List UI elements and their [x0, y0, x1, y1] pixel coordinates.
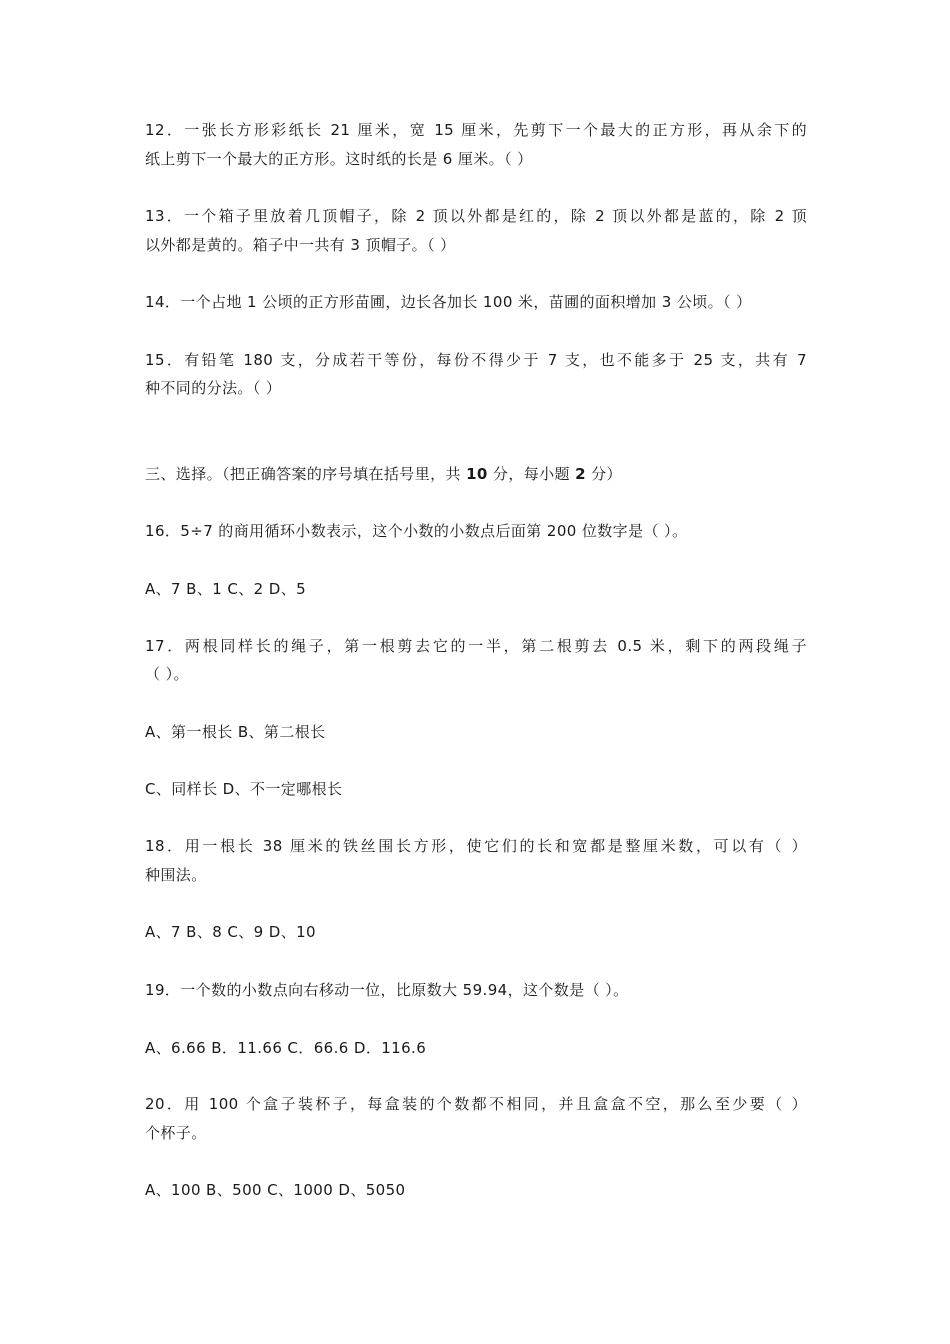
section-3-heading [145, 464, 622, 484]
question-12-line-2: 纸上剪下一个最大的正方形。这时纸的长是 6 厘米。（ ） [145, 150, 533, 168]
question-13-line-1: 13．一个箱子里放着几顶帽子，除 2 顶以外都是红的，除 2 顶以外都是蓝的，除 2 顶 [145, 207, 807, 225]
question-15-line-1: 15．有铅笔 180 支，分成若干等份，每份不得少于 7 支，也不能多于 25 支，共有 7 [145, 351, 807, 369]
question-12-line-1: 12．一张长方形彩纸长 21 厘米，宽 15 厘米，先剪下一个最大的正方形，再从余下的 [145, 121, 807, 139]
question-18-line-2: 种围法。 [145, 866, 207, 884]
question-13-line-2: 以外都是黄的。箱子中一共有 3 顶帽子。（ ） [145, 236, 456, 254]
question-17-options-2: C、同样长 D、不一定哪根长 [145, 780, 343, 798]
section-3-middle: 分，每小题 [487, 465, 576, 483]
question-16-line-1: 16．5÷7 的商用循环小数表示，这个小数的小数点后面第 200 位数字是（ ）。 [145, 522, 688, 540]
question-18-options: A、7 B、8 C、9 D、10 [145, 923, 316, 941]
question-14-line-1: 14．一个占地 1 公顷的正方形苗圃，边长各加长 100 米，苗圃的面积增加 3 公顷。（ ） [145, 293, 752, 311]
question-17-line-2: （ ）。 [145, 665, 189, 683]
question-19-options: A、6.66 B．11.66 C．66.6 D．116.6 [145, 1039, 427, 1057]
question-16-options: A、7 B、1 C、2 D、5 [145, 580, 307, 598]
question-20-line-2: 个杯子。 [145, 1124, 207, 1142]
section-3-each-score: 2 [575, 465, 586, 483]
question-17-options-1: A、第一根长 B、第二根长 [145, 723, 326, 741]
section-3-total-score: 10 [466, 465, 488, 483]
section-3-prefix: 三、选择。（把正确答案的序号填在括号里，共 [145, 465, 467, 483]
section-3-suffix: 分） [585, 465, 622, 483]
question-18-line-1: 18．用一根长 38 厘米的铁丝围长方形，使它们的长和宽都是整厘米数，可以有（ ） [145, 837, 807, 855]
question-15-line-2: 种不同的分法。（ ） [145, 379, 282, 397]
question-20-options: A、100 B、500 C、1000 D、5050 [145, 1181, 406, 1199]
question-20-line-1: 20．用 100 个盒子装杯子，每盒装的个数都不相同，并且盒盒不空，那么至少要（ ） [145, 1095, 807, 1113]
question-17-line-1: 17．两根同样长的绳子，第一根剪去它的一半，第二根剪去 0.5 米，剩下的两段绳子 [145, 637, 807, 655]
question-19-line-1: 19．一个数的小数点向右移动一位，比原数大 59.94，这个数是（ ）。 [145, 981, 629, 999]
